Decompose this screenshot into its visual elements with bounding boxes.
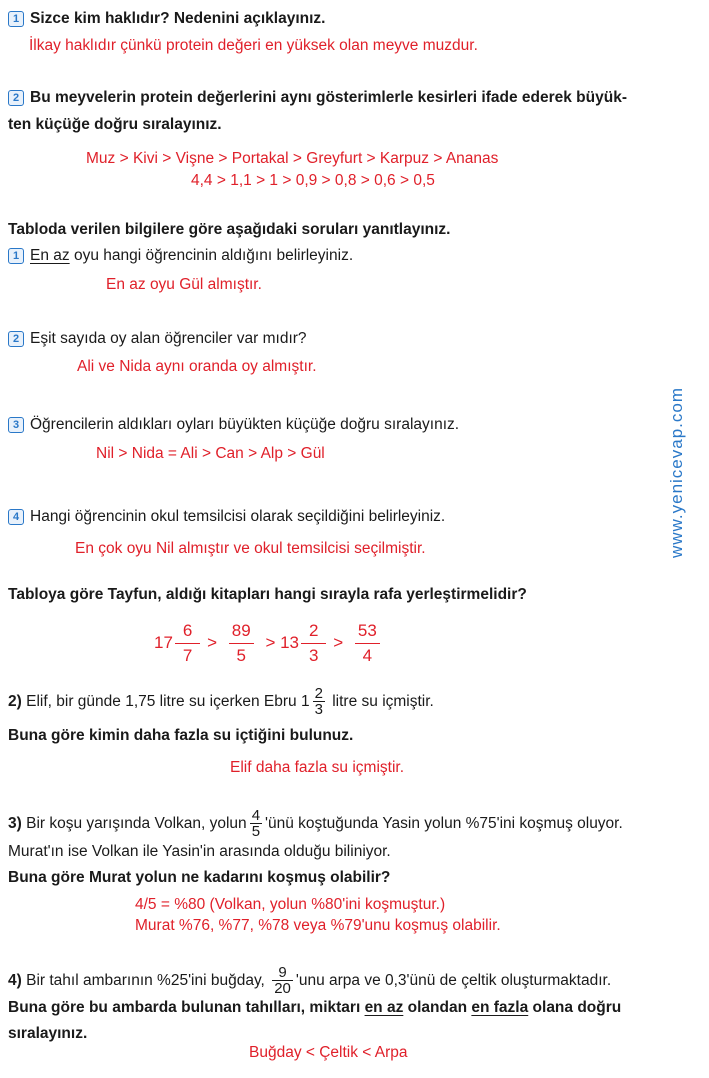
watermark: www.yenicevap.com [667,387,686,559]
q-top-1 [8,10,325,28]
answer-text: 4,4 > 1,1 > 1 > 0,9 > 0,8 > 0,6 > 0,5 [191,172,435,189]
number-badge-icon: 1 [8,248,24,264]
gt-sign: > [207,633,218,652]
number-badge-icon: 4 [8,509,24,525]
numerator: 6 [182,621,193,641]
q-top-2 [8,89,627,107]
problem-question: Buna göre Murat yolun ne kadarını koşmuş olabilir? [8,869,391,886]
denominator: 7 [175,643,200,666]
problem-question: Buna göre kimin daha fazla su içtiğini bulunuz. [8,727,354,744]
question-text: Eşit sayıda oy alan öğrenciler var mıdır? [30,330,307,347]
question-text: Bu meyvelerin protein değerlerini aynı gösterimlerle kesirleri ifade ederek büyük- [30,89,627,106]
fraction [301,621,326,666]
denominator: 3 [314,701,323,719]
mixed-whole: 1 [300,693,310,710]
tayfun-question: Tabloya göre Tayfun, aldığı kitapları hangi sırayla rafa yerleştirmelidir? [8,586,527,603]
denominator: 5 [251,823,261,841]
underlined-text: En az [30,247,70,264]
numerator: 4 [251,807,261,825]
numerator: 53 [357,621,377,641]
answer-text: Ali ve Nida aynı oranda oy almıştır. [77,358,317,375]
denominator: 5 [229,643,254,666]
answer-text: Elif daha fazla su içmiştir. [230,759,405,776]
fraction [272,965,293,996]
problem-2 [8,684,434,722]
problem-number: 4) [8,972,22,989]
underlined-text: en az [364,999,404,1016]
problem-3 [8,806,623,844]
answer-text: En az oyu Gül almıştır. [106,276,262,293]
denominator: 20 [274,980,291,998]
problem-text: Bir tahıl ambarının %25'ini buğday, [26,972,265,989]
section-heading: Tabloda verilen bilgilere göre aşağıdaki soruları yanıtlayınız. [8,221,451,238]
answer-text: Nil > Nida = Ali > Can > Alp > Gül [96,445,325,462]
number-badge-icon: 2 [8,90,24,106]
answer-text: En çok oyu Nil almıştır ve okul temsilcisi seçilmiştir. [75,540,426,557]
problem-text: Murat'ın ise Volkan ile Yasin'in arasında olduğu biliniyor. [8,843,391,860]
gt-sign: > [333,633,344,652]
denominator: 4 [355,643,380,666]
fraction [350,621,385,666]
answer-text: Murat %76, %77, %78 veya %79'unu koşmuş olabilir. [135,917,501,934]
problem-number: 3) [8,815,22,832]
fraction [250,808,262,839]
question-text: olandan [403,999,472,1016]
fraction [224,621,259,666]
question-text: Buna göre bu ambarda bulunan tahılları, miktarı [8,999,365,1016]
problem-4 [8,963,611,1001]
problem-text: Elif, bir günde 1,75 litre su içerken Ebru [26,693,297,710]
answer-text: Muz > Kivi > Vişne > Portakal > Greyfurt > Karpuz > Ananas [86,150,499,167]
problem-text: 'ünü koştuğunda Yasin yolun %75'ini koşmuş oluyor. [265,815,623,832]
numerator: 9 [278,964,287,982]
table-q4 [8,508,445,526]
question-text: olana doğru [528,999,622,1016]
fraction [175,621,200,666]
number-badge-icon: 2 [8,331,24,347]
problem-text: Bir koşu yarışında Volkan, yolun [26,815,247,832]
fraction-ordering [154,621,387,669]
answer-text: İlkay haklıdır çünkü protein değeri en yüksek olan meyve muzdur. [29,37,478,54]
table-q2 [8,330,307,348]
problem-question-cont: sıralayınız. [8,1025,88,1042]
whole-number: 17 [154,633,173,652]
question-text: oyu hangi öğrencinin aldığını belirleyiniz. [69,247,354,264]
answer-text: Buğday < Çeltik < Arpa [249,1044,408,1061]
number-badge-icon: 3 [8,417,24,433]
numerator: 2 [309,621,319,641]
problem-question [8,999,621,1017]
question-text: Sizce kim haklıdır? Nedenini açıklayınız. [30,10,326,27]
numerator: 89 [231,621,251,641]
question-text: Öğrencilerin aldıkları oyları büyükten küçüğe doğru sıralayınız. [30,416,460,433]
answer-text: 4/5 = %80 (Volkan, yolun %80'ini koşmuştur.) [135,896,446,913]
question-text: Hangi öğrencinin okul temsilcisi olarak seçildiğini belirleyiniz. [30,508,446,525]
problem-text: 'unu arpa ve 0,3'ünü de çeltik oluşturmaktadır. [295,972,612,989]
numerator: 2 [314,685,323,703]
underlined-text: en fazla [471,999,529,1016]
fraction [313,686,325,717]
number-badge-icon: 1 [8,11,24,27]
gt-sign: > 13 [265,633,300,652]
problem-text: litre su içmiştir. [332,693,434,710]
table-q3 [8,416,459,434]
denominator: 3 [301,643,326,666]
problem-number: 2) [8,693,22,710]
question-text-cont: ten küçüğe doğru sıralayınız. [8,116,222,133]
table-q1 [8,247,353,265]
